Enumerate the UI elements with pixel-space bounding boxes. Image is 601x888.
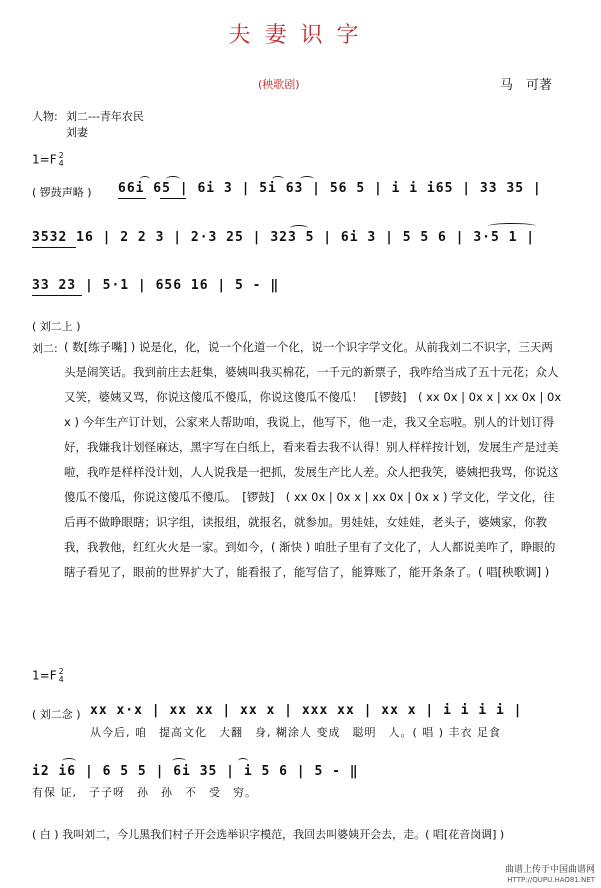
time-signature [59, 668, 64, 684]
closing-line: ( 白 ) 我叫刘二，今儿黑我们村子开会选举识字模范，我回去叫婆姨开会去，走。( 唱[花音岗调] ) [32, 828, 505, 841]
time-denominator: 4 [58, 675, 64, 684]
character-liuer: 刘二---青年农民 [66, 110, 144, 123]
character-liuqi: 刘妻 [66, 126, 88, 139]
slur-mark [300, 176, 314, 182]
key-label: 1=F [32, 668, 57, 683]
key-label: 1=F [32, 152, 57, 167]
score2-row1-notes: xx x·x | xx xx | xx x | xxx xx | xx x | i i i i | [90, 703, 523, 718]
slur-mark [272, 176, 284, 182]
time-signature [59, 152, 64, 168]
watermark-text: 曲谱上传于中国曲谱网 [504, 865, 595, 875]
page-title: 夫妻识字 [228, 23, 373, 48]
slur-mark [140, 176, 150, 182]
score2-row2-lyrics: 有保 证, 子子呀 孙 孙 不 受 穷。 [32, 786, 257, 799]
slur-mark [488, 223, 536, 229]
score1-row3: 33 23 | 5·1 | 656 16 | 5 - ‖ [32, 278, 280, 293]
beam-line [118, 198, 146, 199]
beam-line [160, 198, 186, 199]
score1-row1: 66i 65 | 6i 3 | 5i 63 | 56 5 | i i i65 | 33 35 | [118, 181, 542, 196]
time-numerator: 2 [58, 151, 64, 160]
score2-intro: ( 刘二念 ) [32, 708, 81, 721]
genre-label: (秧歌剧) [258, 78, 300, 91]
dialogue-text: ( 数[练子嘴] ) 说是化，化，说一个化道一个化，说一个识字学文化。从前我刘二不识字，三天两头是闹笑话。我到前庄去赶集，婆姨叫我买棉花，一千元的新票子，我咋给当成了五十元花；众人又笑，婆姨又骂，你说这傻瓜不傻瓜，你说这傻瓜不傻瓜！ [锣鼓] ( xx 0x | 0x x | xx 0x | 0x x ) 今年生产订计划，公家来人帮助咱，我说上，他写下，他一走，我又全忘啦。别人的计划订得好，我嫌我计划怪麻达，黑字写在白纸上，看来看去我不认得！别人样样按计划，发展生产是过美啦，我咋是样样没计划，人人说我是一把抓，发展生产比人差。众人把我笑，婆姨把我骂，你说这傻瓜不傻瓜，你说这傻瓜不傻瓜。 [锣鼓] ( xx 0x | 0x x | xx 0x | 0x x ) 学文化，学文化，往后再不做睁眼瞎；识字组，读报组，就报名，就参加。男娃娃，女娃娃，老头子，婆姨家，你教我，我教他，红红火火是一家。到如今，( 渐快 ) 咱肚子里有了文化了，人人都说美咋了，睁眼的瞎子看见了，眼前的世界扩大了，能看报了，能写信了，能算账了，能开条条了。( 唱[秧歌调] ) [64, 340, 562, 579]
beam-line [32, 247, 76, 248]
slur-mark [238, 758, 248, 764]
slur-mark [166, 176, 180, 182]
dialogue-speaker: 刘二: [32, 342, 58, 355]
score1-row2: 3532 16 | 2 2 3 | 2·3 25 | 323 5 | 6i 3 | 5 5 6 | 3·5 1 | [32, 230, 536, 245]
slur-mark [290, 225, 308, 231]
score2-row2-notes: i2 i6 | 6 5 5 | 6i 35 | i 5 6 | 5 - ‖ [32, 764, 359, 779]
key-signature-2 [32, 668, 64, 684]
beam-line [32, 295, 82, 296]
key-signature-1 [32, 152, 64, 168]
author-label: 马 可著 [500, 78, 553, 93]
score2-row1-lyrics: 从今后, 咱 提高文化 大翻 身, 糊涂人 变成 聪明 人。( 唱 ) 丰衣 足食 [90, 726, 502, 739]
slur-mark [62, 758, 76, 764]
score1-intro: ( 锣鼓声略 ) [32, 186, 92, 199]
slur-mark [172, 758, 186, 764]
characters-label: 人物: [32, 110, 58, 123]
watermark-url: HTTP://QUPU.HAO81.NET [507, 876, 595, 884]
time-numerator: 2 [58, 667, 64, 676]
stage-direction: ( 刘二上 ) [32, 320, 81, 333]
time-denominator: 4 [58, 159, 64, 168]
